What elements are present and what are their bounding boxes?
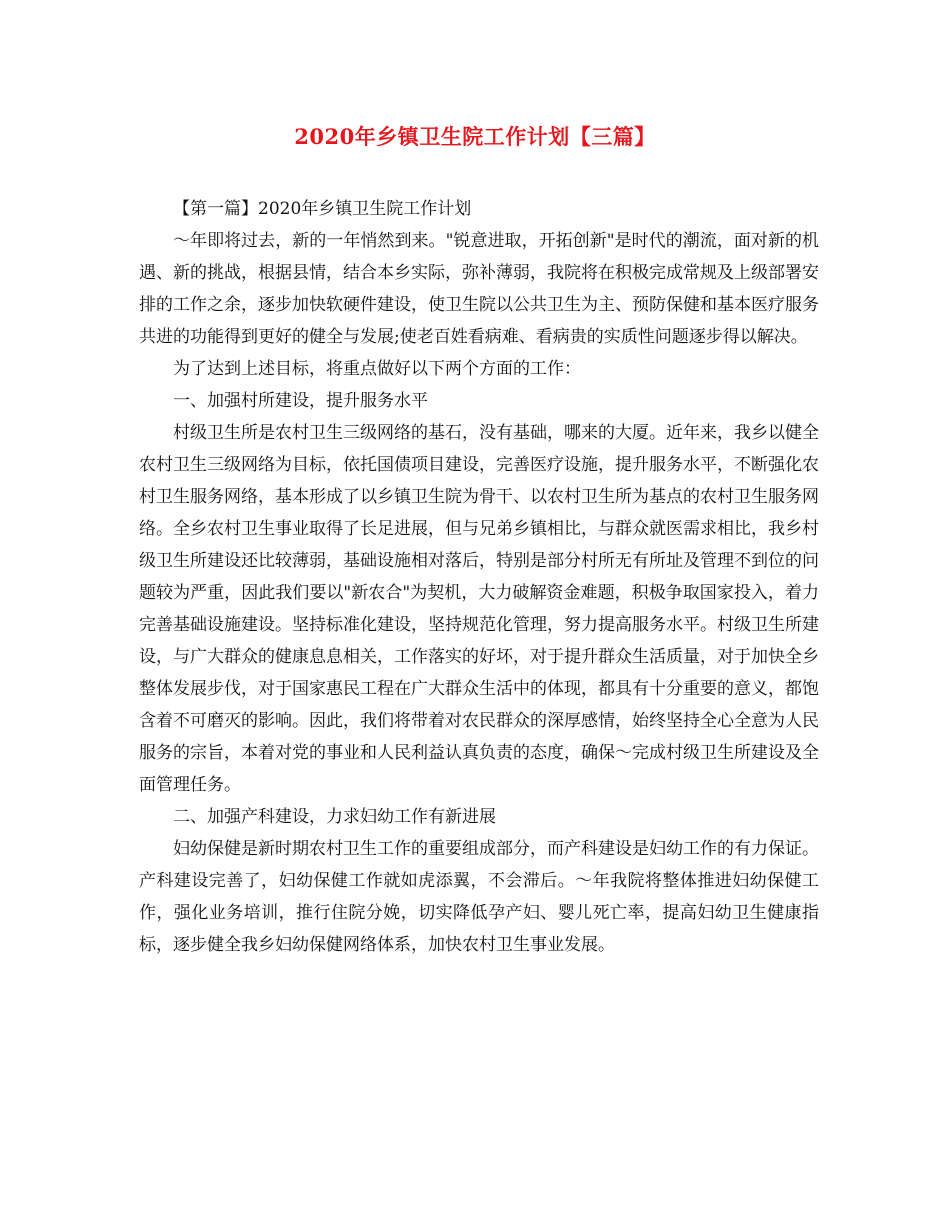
body-paragraph-intro: ～年即将过去，新的一年悄然到来。"锐意进取，开拓创新"是时代的潮流，面对新的机遇、新的挑战，根据县情，结合本乡实际，弥补薄弱，我院将在积极完成常规及上级部署安排的工作之余，逐步加快软硬件建设，使卫生院以公共卫生为主、预防保健和基本医疗服务共进的功能得到更好的健全与发展;使老百姓看病难、看病贵的实质性问题逐步得以解决。	[139, 231, 819, 347]
body-paragraph-village-clinics: 村级卫生所是农村卫生三级网络的基石，没有基础，哪来的大厦。近年来，我乡以健全农村卫生三级网络为目标，依托国债项目建设，完善医疗设施，提升服务水平，不断强化农村卫生服务网络，基本形成了以乡镇卫生院为骨干、以农村卫生所为基点的农村卫生服务网络。全乡农村卫生事业取得了长足进展，但与兄弟乡镇相比，与群众就医需求相比，我乡村级卫生所建设还比较薄弱，基础设施相对落后，特别是部分村所无有所址及管理不到位的问题较为严重，因此我们要以"新农合"为契机，大力破解资金难题，积极争取国家投入，着力完善基础设施建设。坚持标准化建设，坚持规范化管理，努力提高服务水平。村级卫生所建设，与广大群众的健康息息相关，工作落实的好坏，对于提升群众生活质量，对于加快全乡整体发展步伐，对于国家惠民工程在广大群众生活中的体现，都具有十分重要的意义，都饱含着不可磨灭的影响。因此，我们将带着对农民群众的深厚感情，始终坚持全心全意为人民服务的宗旨，本着对党的事业和人民利益认真负责的态度，确保～完成村级卫生所建设及全面管理任务。	[139, 423, 819, 795]
document-body	[139, 193, 819, 961]
section-heading-village-clinics: 一、加强村所建设，提升服务水平	[173, 391, 428, 411]
body-paragraph-obstetrics: 妇幼保健是新时期农村卫生工作的重要组成部分，而产科建设是妇幼工作的有力保证。产科建设完善了，妇幼保健工作就如虎添翼，不会滞后。～年我院将整体推进妇幼保健工作，强化业务培训，推行住院分娩，切实降低孕产妇、婴儿死亡率，提高妇幼卫生健康指标，逐步健全我乡妇幼保健网络体系，加快农村卫生事业发展。	[139, 839, 819, 955]
section-heading-obstetrics: 二、加强产科建设，力求妇幼工作有新进展	[173, 807, 496, 827]
section-heading-part-one: 【第一篇】2020年乡镇卫生院工作计划	[173, 199, 472, 219]
body-paragraph-goals: 为了达到上述目标，将重点做好以下两个方面的工作：	[173, 359, 581, 379]
document-title: 2020年乡镇卫生院工作计划【三篇】	[294, 124, 656, 149]
